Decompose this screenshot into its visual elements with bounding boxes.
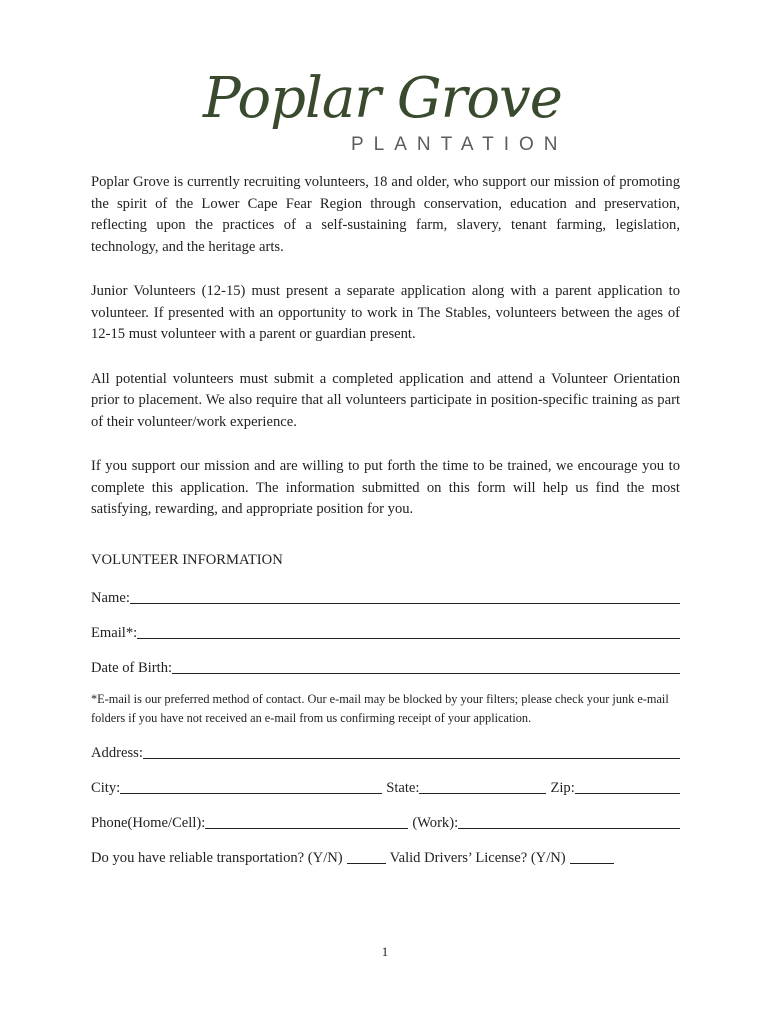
transport-label: Do you have reliable transportation? (Y/N)	[91, 850, 343, 866]
state-input-line[interactable]	[419, 777, 546, 794]
phone-input-line[interactable]	[205, 812, 408, 829]
work-input-line[interactable]	[458, 812, 680, 829]
logo-sub-text: PLANTATION	[351, 134, 568, 155]
name-label: Name:	[91, 590, 130, 606]
city-input-line[interactable]	[120, 777, 382, 794]
email-input-line[interactable]	[137, 622, 680, 639]
section-title: VOLUNTEER INFORMATION	[91, 552, 283, 568]
dob-input-line[interactable]	[172, 657, 680, 674]
transport-input-line[interactable]	[347, 847, 386, 864]
intro-paragraph-3: All potential volunteers must submit a completed application and attend a Volunteer Orientation prior to placement. We also require that all volunteers participate in position-specific training as part of their volunteer/work experience.	[91, 370, 680, 430]
email-note: *E-mail is our preferred method of contact. Our e-mail may be blocked by your filters; please check your junk e-mail folders if you have not received an e-mail from us confirming receipt of your application.	[91, 692, 669, 725]
phone-label: Phone(Home/Cell):	[91, 815, 206, 831]
zip-input-line[interactable]	[575, 777, 680, 794]
poplar-grove-logo	[195, 64, 585, 164]
dob-label: Date of Birth:	[91, 660, 173, 676]
logo-script-text: Poplar Grove	[203, 66, 562, 131]
phone-row	[91, 812, 680, 832]
intro-paragraph-4: If you support our mission and are willing to put forth the time to be trained, we encourage you to complete this application. The information submitted on this form will help us find the most satisfying, rewarding, and appropriate position for you.	[91, 458, 680, 517]
city-state-zip-row	[91, 777, 680, 797]
name-field-row	[91, 587, 680, 607]
work-label: (Work):	[412, 815, 459, 831]
transport-license-row	[91, 847, 680, 867]
address-label: Address:	[91, 745, 143, 761]
name-input-line[interactable]	[130, 587, 680, 604]
zip-label: Zip:	[550, 780, 575, 796]
city-label: City:	[91, 780, 121, 796]
dob-field-row	[91, 657, 680, 677]
email-label: Email*:	[91, 625, 138, 641]
intro-text	[91, 172, 680, 521]
email-field-row	[91, 622, 680, 642]
address-input-line[interactable]	[143, 742, 680, 759]
license-input-line[interactable]	[570, 847, 614, 864]
license-label: Valid Drivers’ License? (Y/N)	[389, 850, 566, 866]
page-number: 1	[381, 944, 389, 959]
state-label: State:	[386, 780, 420, 796]
intro-paragraph-1: Poplar Grove is currently recruiting volunteers, 18 and older, who support our mission of promoting the spirit of the Lower Cape Fear Region through conservation, education and preservation, reflecting upon the practices of a self-sustaining farm, slavery, tenant farming, legislation, technology, and the heritage arts.	[91, 174, 680, 255]
intro-paragraph-2: Junior Volunteers (12-15) must present a separate application along with a parent application to volunteer. If presented with an opportunity to work in The Stables, volunteers between the ages of 12-15 must volunteer with a parent or guardian present.	[91, 283, 680, 342]
address-field-row	[91, 742, 680, 762]
